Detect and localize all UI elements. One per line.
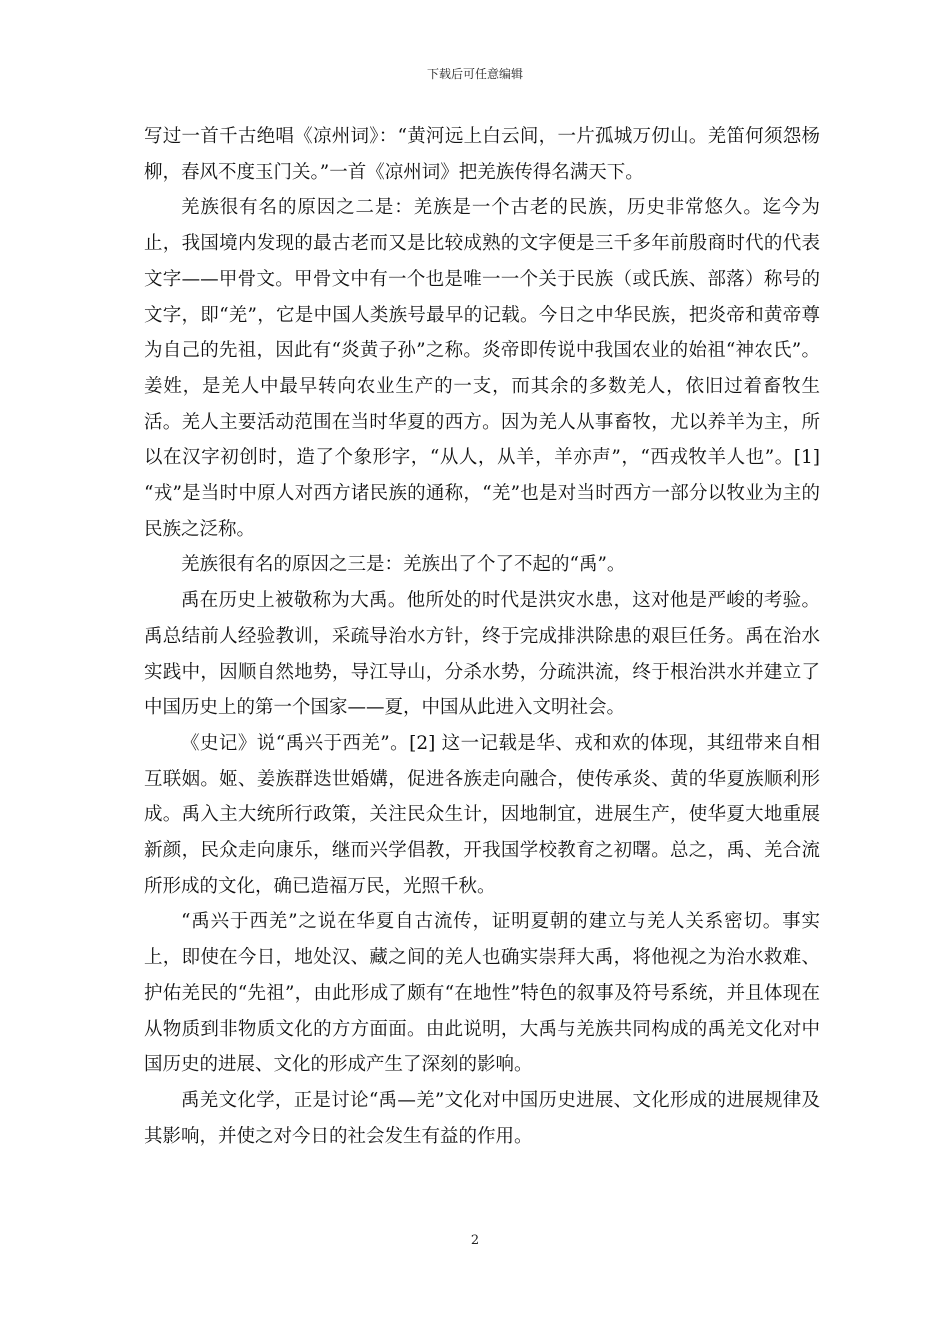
document-body bbox=[144, 119, 820, 1154]
page-number: 2 bbox=[470, 1233, 480, 1248]
paragraph: 羌族很有名的原因之二是：羌族是一个古老的民族，历史非常悠久。迄今为止，我国境内发现的最古老而又是比较成熟的文字便是三千多年前殷商时代的代表文字——甲骨文。甲骨文中有一个也是唯一一个关于民族（或氏族、部落）称号的文字，即“羌”，它是中国人类族号最早的记载。今日之中华民族，把炎帝和黄帝尊为自己的先祖，因此有“炎黄子孙”之称。炎帝即传说中我国农业的始祖“神农氏”。姜姓，是羌人中最早转向农业生产的一支，而其余的多数羌人，依旧过着畜牧生活。羌人主要活动范围在当时华夏的西方。因为羌人从事畜牧，尤以养羊为主，所以在汉字初创时，造了个象形字，“从人，从羊，羊亦声”，“西戎牧羊人也”。[1] “戎”是当时中原人对西方诸民族的通称，“羌”也是对当时西方一部分以牧业为主的民族之泛称。 bbox=[144, 197, 820, 540]
paragraph: 羌族很有名的原因之三是：羌族出了个了不起的“禹”。 bbox=[181, 554, 626, 576]
paragraph: 《史记》说“禹兴于西羌”。[2] 这一记载是华、戎和欢的体现，其纽带来自相互联姻。姬、姜族群迭世婚媾，促进各族走向融合，使传承炎、黄的华夏族顺利形成。禹入主大统所行政策，关注民众生计，因地制宜，进展生产，使华夏大地重展新颜，民众走向康乐，继而兴学倡教，开我国学校教育之初曙。总之，禹、羌合流所形成的文化，确已造福万民，光照千秋。 bbox=[144, 732, 820, 897]
page-header: 下载后可任意编辑 bbox=[426, 67, 523, 81]
paragraph: 禹羌文化学，正是讨论“禹—羌”文化对中国历史进展、文化形成的进展规律及其影响，并使之对今日的社会发生有益的作用。 bbox=[144, 1089, 820, 1147]
paragraph: 写过一首千古绝唱《凉州词》：“黄河远上白云间，一片孤城万仞山。羌笛何须怨杨柳，春风不度玉门关。”一首《凉州词》把羌族传得名满天下。 bbox=[144, 126, 820, 183]
paragraph: 禹在历史上被敬称为大禹。他所处的时代是洪灾水患，这对他是严峻的考验。禹总结前人经验教训，采疏导治水方针，终于完成排洪除患的艰巨任务。禹在治水实践中，因顺自然地势，导江导山，分杀水势，分疏洪流，终于根治洪水并建立了中国历史上的第一个国家——夏，中国从此进入文明社会。 bbox=[144, 590, 820, 719]
paragraph: “禹兴于西羌”之说在华夏自古流传，证明夏朝的建立与羌人关系密切。事实上，即使在今日，地处汉、藏之间的羌人也确实崇拜大禹，将他视之为治水救难、护佑羌民的“先祖”，由此形成了颇有“在地性”特色的叙事及符号系统，并且体现在从物质到非物质文化的方方面面。由此说明，大禹与羌族共同构成的禹羌文化对中国历史的进展、文化的形成产生了深刻的影响。 bbox=[144, 911, 820, 1076]
